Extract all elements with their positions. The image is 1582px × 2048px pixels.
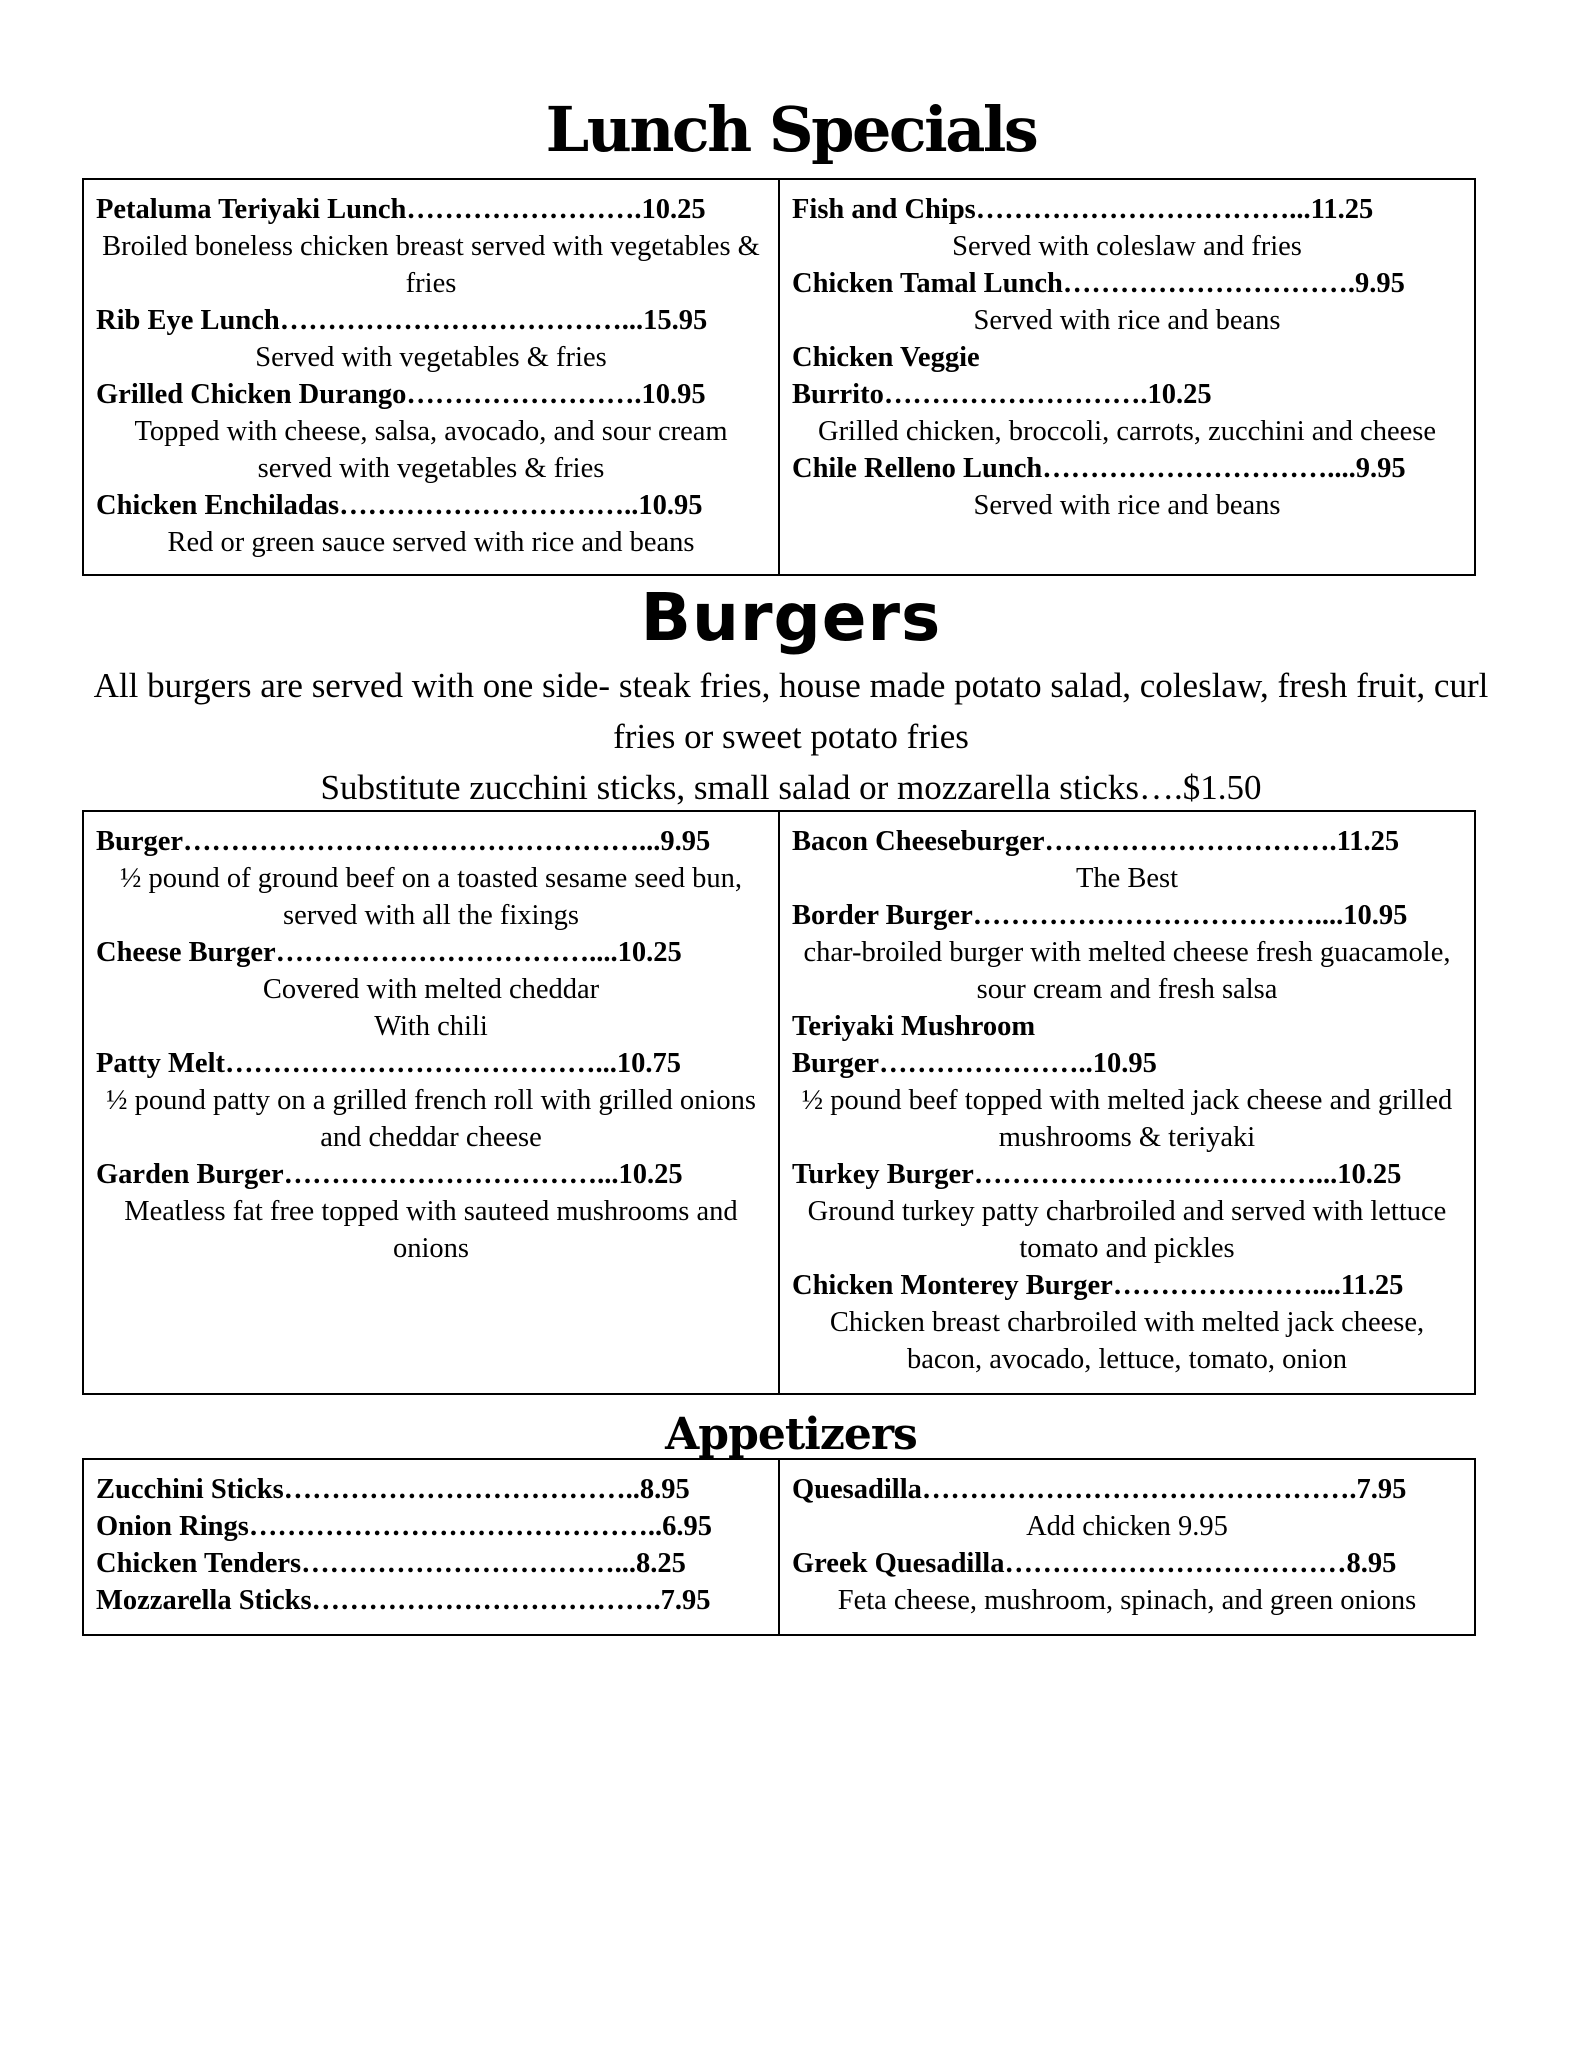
menu-item: [792, 1156, 1462, 1267]
item-description: Served with vegetables & fries: [255, 342, 607, 373]
menu-item: [96, 1156, 766, 1267]
item-name-price: Quesadilla……………………………………….7.95: [792, 1474, 1407, 1505]
item-description: Grilled chicken, broccoli, carrots, zucchini and cheese: [817, 416, 1436, 447]
item-name-price: Chicken Monterey Burger…………………....11.25: [792, 1270, 1404, 1301]
menu-item: [792, 897, 1462, 1008]
item-name-price: Rib Eye Lunch………………………………...15.95: [96, 305, 708, 336]
item-name-price: Onion Rings……………………………………..6.95: [96, 1511, 712, 1542]
menu-item: [792, 823, 1462, 897]
item-name-price: Garden Burger……………………………...10.25: [96, 1159, 683, 1190]
item-name-price: Turkey Burger………………………………...10.25: [792, 1159, 1402, 1190]
item-description: Feta cheese, mushroom, spinach, and green onions: [837, 1585, 1417, 1616]
menu-item: [96, 487, 766, 561]
item-name-price: Grilled Chicken Durango…………………….10.95: [96, 379, 706, 410]
item-description: Covered with melted cheddar: [262, 974, 600, 1005]
item-description: The Best: [1075, 863, 1179, 894]
item-description: Meatless fat free topped with sauteed mushrooms and onions: [124, 1196, 738, 1264]
item-description: Red or green sauce served with rice and beans: [167, 527, 695, 558]
item-description: Topped with cheese, salsa, avocado, and sour cream served with vegetables & fries: [134, 416, 728, 484]
menu-item: [96, 376, 766, 487]
item-description: Served with rice and beans: [973, 490, 1281, 521]
burgers-sides-note: All burgers are served with one side- steak fries, house made potato salad, coleslaw, fresh fruit, curl fries or sweet potato fries: [93, 666, 1489, 756]
item-name-price: Petaluma Teriyaki Lunch…………………….10.25: [96, 194, 706, 225]
item-description: Chicken breast charbroiled with melted jack cheese, bacon, avocado, lettuce, tomato, onion: [829, 1307, 1425, 1375]
item-name-price: Bacon Cheeseburger………………………….11.25: [792, 826, 1400, 857]
lunch-right-column: [778, 180, 1474, 574]
item-description: ½ pound beef topped with melted jack cheese and grilled mushrooms & teriyaki: [801, 1085, 1453, 1153]
burgers-heading: Burgers: [640, 579, 942, 656]
menu-item: [792, 1471, 1462, 1545]
burgers-table: [82, 810, 1476, 1395]
lunch-specials-table: [82, 178, 1476, 576]
appetizers-right-column: [778, 1460, 1474, 1634]
menu-item: [792, 191, 1462, 265]
item-name-price: Cheese Burger……………………………....10.25: [96, 937, 682, 968]
item-description: ½ pound patty on a grilled french roll with grilled onions and cheddar cheese: [106, 1085, 756, 1153]
item-name: Teriyaki Mushroom: [792, 1011, 1036, 1042]
item-name-price: Chicken Tamal Lunch………………………….9.95: [792, 268, 1405, 299]
item-name-price: Fish and Chips……………………………...11.25: [792, 194, 1374, 225]
appetizers-table: [82, 1458, 1476, 1636]
item-name-price: Chile Relleno Lunch…………………………....9.95: [792, 453, 1406, 484]
burgers-substitute-note: Substitute zucchini sticks, small salad or mozzarella sticks….$1.50: [320, 768, 1262, 807]
item-name-price: Mozzarella Sticks……………………………….7.95: [96, 1585, 711, 1616]
item-name-price: Patty Melt…………………………………...10.75: [96, 1048, 681, 1079]
menu-item: [96, 302, 766, 376]
menu-item: [792, 1008, 1462, 1156]
menu-item: [96, 191, 766, 302]
item-name-price: Border Burger………………………………....10.95: [792, 900, 1408, 931]
lunch-left-column: [84, 180, 778, 574]
item-name-price: Chicken Enchiladas…………………………..10.95: [96, 490, 703, 521]
item-name-price: Chicken Tenders……………………………...8.25: [96, 1548, 686, 1579]
appetizers-left-column: [84, 1460, 778, 1634]
menu-item: [792, 1545, 1462, 1619]
burgers-right-column: [778, 812, 1474, 1393]
item-description: Broiled boneless chicken breast served with vegetables & fries: [102, 231, 760, 299]
item-name-price: Burger…………………..10.95: [792, 1048, 1157, 1079]
lunch-specials-heading: Lunch Specials: [545, 93, 1037, 166]
item-description: Ground turkey patty charbroiled and served with lettuce tomato and pickles: [807, 1196, 1447, 1264]
item-description: Served with rice and beans: [973, 305, 1281, 336]
item-description-extra: With chili: [374, 1011, 488, 1042]
item-name-price: Burger…………………………………………...9.95: [96, 826, 711, 857]
appetizers-heading: Appetizers: [665, 1409, 917, 1460]
item-description: Served with coleslaw and fries: [952, 231, 1302, 262]
item-name-price: Greek Quesadilla………………………………8.95: [792, 1548, 1397, 1579]
item-name: Chicken Veggie: [792, 342, 980, 373]
menu-item: [792, 450, 1462, 524]
item-description: ½ pound of ground beef on a toasted sesame seed bun, served with all the fixings: [119, 863, 743, 931]
item-description: char-broiled burger with melted cheese fresh guacamole, sour cream and fresh salsa: [803, 937, 1451, 1005]
menu-item: [792, 265, 1462, 339]
menu-item: [96, 1045, 766, 1156]
menu-item: [96, 823, 766, 934]
menu-item: [792, 1267, 1462, 1378]
item-name-price: Zucchini Sticks………………………………..8.95: [96, 1474, 690, 1505]
menu-item: [96, 934, 766, 1045]
burgers-intro: [60, 660, 1522, 813]
item-name-price: Burrito……………………….10.25: [792, 379, 1212, 410]
burgers-left-column: [84, 812, 778, 1393]
menu-item: [792, 339, 1462, 450]
item-description: Add chicken 9.95: [1026, 1511, 1228, 1542]
